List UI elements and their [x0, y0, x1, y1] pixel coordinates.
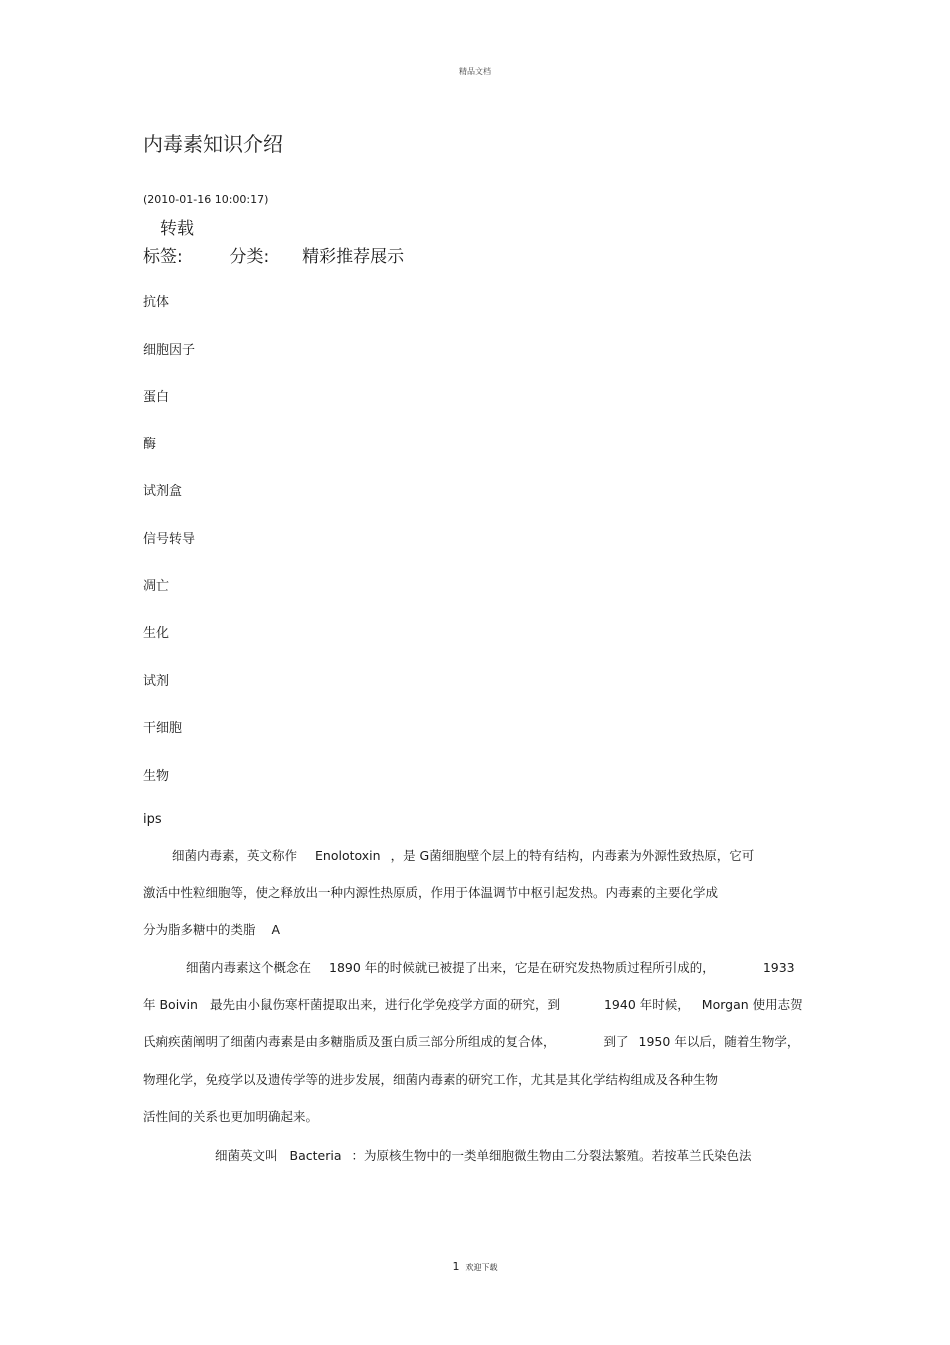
tag-link[interactable]: 试剂 [143, 674, 170, 689]
tag-link[interactable]: 蛋白 [143, 390, 170, 405]
tag-link[interactable]: 抗体 [143, 295, 170, 310]
category-value[interactable]: 精彩推荐展示 [302, 247, 405, 267]
category-label: 分类: [229, 247, 270, 267]
footer-text: 欢迎下载 [465, 1263, 498, 1272]
tag-link[interactable]: 干细胞 [143, 721, 183, 736]
tag-link[interactable]: 酶 [143, 437, 157, 452]
tag-link[interactable]: ips [143, 812, 162, 827]
body-line: 细菌英文叫 Bacteria ：为原核生物中的一类单细胞微生物由二分裂法繁殖。若按革兰氏染色法 [215, 1148, 752, 1163]
article-date: (2010-01-16 10:00:17) [143, 193, 269, 206]
body-line: 物理化学，免疫学以及遗传学等的进步发展，细菌内毒素的研究工作，尤其是其化学结构组成及各种生物 [143, 1072, 719, 1087]
tags-label: 标签: [143, 247, 183, 267]
page-footer [0, 1260, 950, 1273]
tag-link[interactable]: 信号转导 [143, 532, 196, 547]
article-title: 内毒素知识介绍 [143, 132, 283, 156]
page-number: 1 [452, 1260, 460, 1273]
body-line: 年 Boivin 最先由小鼠伤寒杆菌提取出来，进行化学免疫学方面的研究，到 1940 年时候， Morgan 使用志贺 [143, 997, 803, 1012]
meta-line [143, 242, 404, 267]
body-line: 活性间的关系也更加明确起来。 [143, 1109, 319, 1124]
repost-label: 转载 [160, 219, 194, 239]
page-header: 精品文档 [459, 67, 491, 76]
tag-link[interactable]: 生化 [143, 626, 170, 641]
tag-link[interactable]: 凋亡 [143, 579, 170, 594]
tag-link[interactable]: 试剂盒 [143, 484, 183, 499]
tag-link[interactable]: 细胞因子 [143, 343, 196, 358]
body-line: 分为脂多糖中的类脂 A [143, 922, 281, 937]
body-line: 细菌内毒素这个概念在 1890 年的时候就已被提了出来，它是在研究发热物质过程所引成的， 1933 [186, 960, 795, 975]
body-line: 细菌内毒素，英文称作 Enolotoxin ，是 G菌细胞壁个层上的特有结构，内毒素为外源性致热原，它可 [172, 848, 755, 863]
body-line: 激活中性粒细胞等，使之释放出一种内源性热原质，作用于体温调节中枢引起发热。内毒素的主要化学成 [143, 885, 719, 900]
body-line: 氏痢疾菌阐明了细菌内毒素是由多糖脂质及蛋白质三部分所组成的复合体， 到了 1950 年以后，随着生物学， [143, 1034, 800, 1049]
tag-link[interactable]: 生物 [143, 769, 170, 784]
